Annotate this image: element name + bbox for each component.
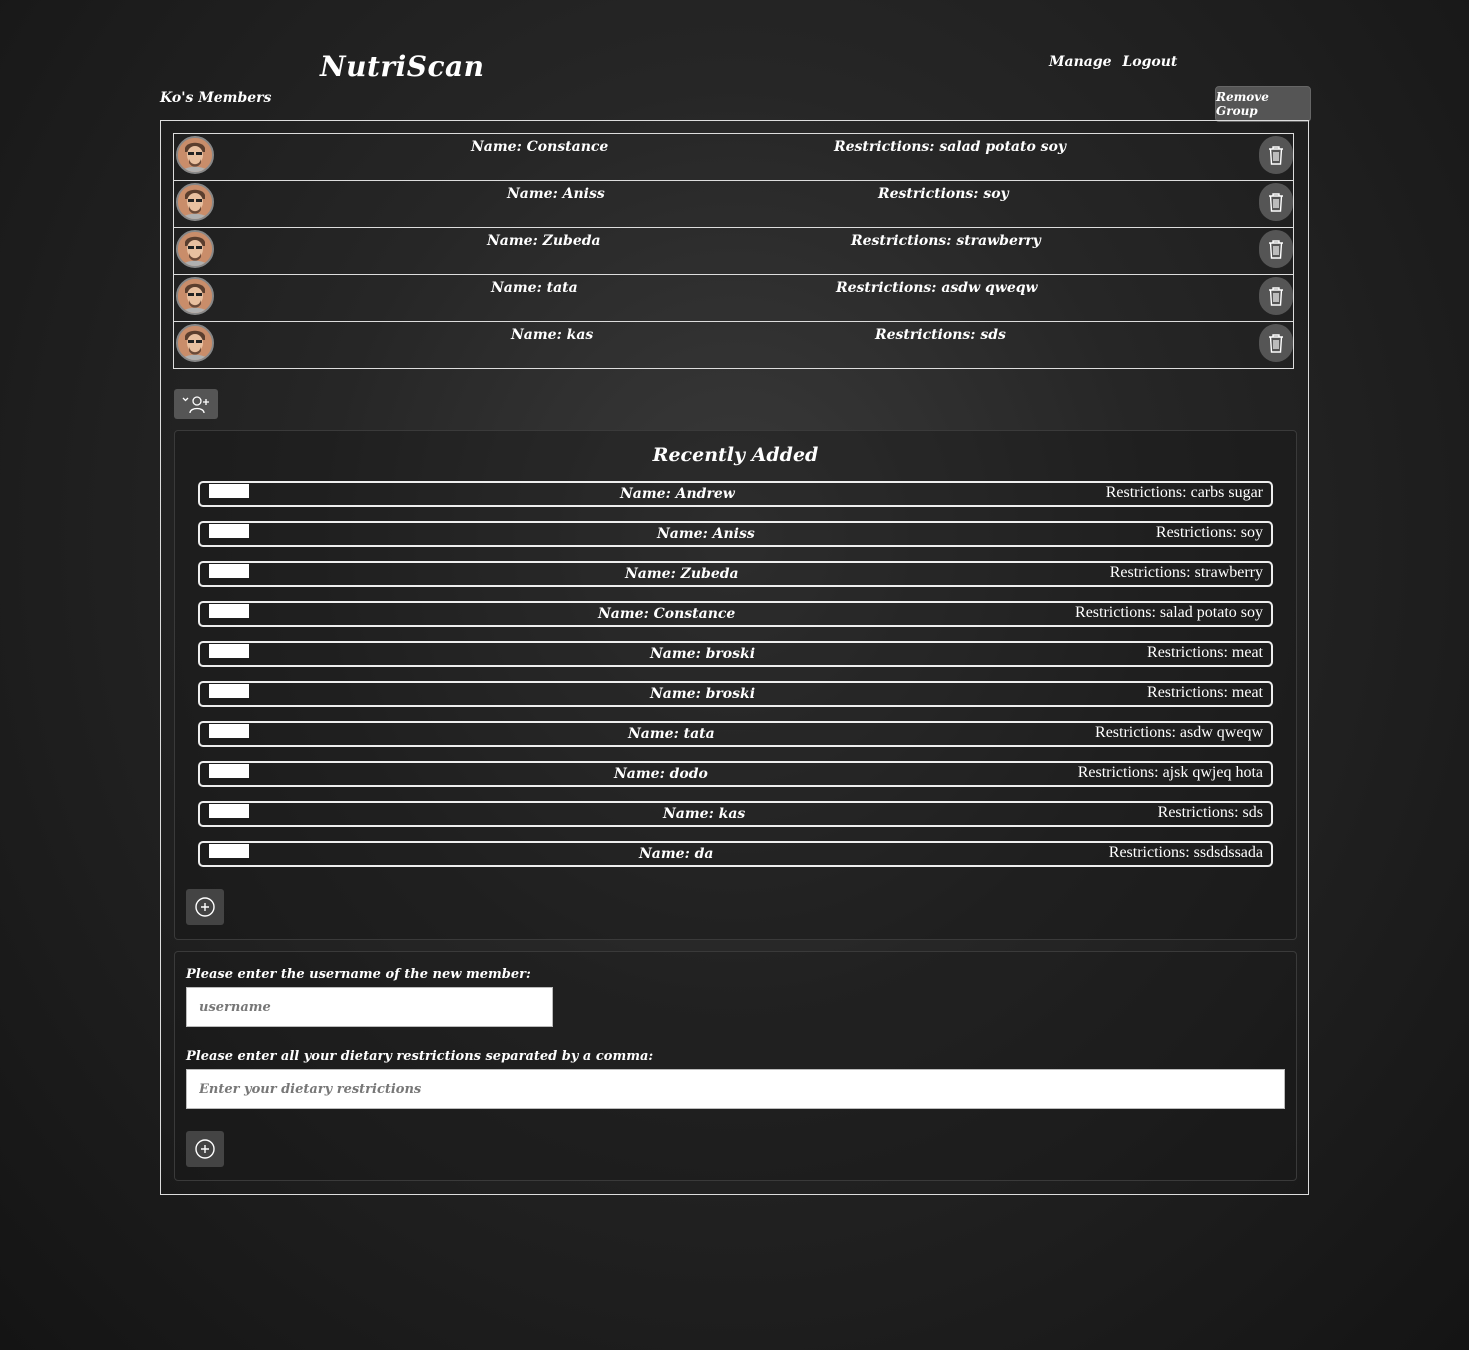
recent-member-restrictions: Restrictions: strawberry [1109,564,1263,581]
delete-member-button[interactable] [1259,136,1293,174]
new-member-form [174,951,1297,1181]
logout-link[interactable]: Logout [1122,54,1178,70]
add-selected-button[interactable] [186,889,224,925]
trash-icon [1266,191,1286,213]
recent-member-row[interactable] [198,601,1273,627]
recent-member-restrictions: Restrictions: soy [1155,524,1263,541]
recent-member-name: Name: broski [650,686,756,702]
recent-member-row[interactable] [198,521,1273,547]
recent-member-name: Name: dodo [614,766,708,782]
recently-added-panel [174,430,1297,940]
select-checkbox[interactable] [209,604,249,618]
member-name: Name: kas [511,327,594,343]
member-row [173,274,1294,321]
group-panel [160,120,1309,1195]
recent-member-row[interactable] [198,681,1273,707]
avatar [176,277,214,315]
recent-member-name: Name: da [639,846,714,862]
recently-added-list [198,481,1273,881]
member-row [173,180,1294,227]
recent-member-row[interactable] [198,641,1273,667]
member-restrictions: Restrictions: asdw qweqw [836,280,1038,296]
select-checkbox[interactable] [209,844,249,858]
username-label: Please enter the username of the new member: [186,967,531,982]
username-input[interactable] [186,987,553,1027]
member-restrictions: Restrictions: strawberry [851,233,1041,249]
delete-member-button[interactable] [1259,230,1293,268]
select-checkbox[interactable] [209,764,249,778]
recent-member-row[interactable] [198,801,1273,827]
trash-icon [1266,332,1286,354]
recent-member-name: Name: Zubeda [625,566,739,582]
delete-member-button[interactable] [1259,324,1293,362]
member-restrictions: Restrictions: soy [878,186,1009,202]
recent-member-row[interactable] [198,721,1273,747]
recent-member-name: Name: Aniss [657,526,755,542]
recent-member-name: Name: kas [663,806,746,822]
recent-member-restrictions: Restrictions: meat [1147,644,1263,661]
trash-icon [1266,238,1286,260]
add-member-toggle-button[interactable] [174,389,218,419]
recent-member-row[interactable] [198,761,1273,787]
member-row [173,227,1294,274]
select-checkbox[interactable] [209,804,249,818]
member-restrictions: Restrictions: salad potato soy [834,139,1067,155]
select-checkbox[interactable] [209,564,249,578]
recent-member-name: Name: Andrew [620,486,735,502]
member-row [173,321,1294,369]
avatar [176,324,214,362]
select-checkbox[interactable] [209,484,249,498]
select-checkbox[interactable] [209,684,249,698]
recently-added-title: Recently Added [652,444,819,466]
member-name: Name: tata [491,280,578,296]
select-checkbox[interactable] [209,724,249,738]
member-name: Name: Constance [471,139,609,155]
plus-circle-icon [194,896,216,918]
recent-member-row[interactable] [198,561,1273,587]
app-title: NutriScan [320,50,485,83]
header-nav [1049,54,1183,70]
select-checkbox[interactable] [209,524,249,538]
avatar [176,230,214,268]
restrictions-input[interactable] [186,1069,1285,1109]
trash-icon [1266,285,1286,307]
recent-member-restrictions: Restrictions: asdw qweqw [1095,724,1263,741]
submit-new-member-button[interactable] [186,1131,224,1167]
member-restrictions: Restrictions: sds [875,327,1006,343]
recent-member-restrictions: Restrictions: ajsk qwjeq hota [1077,764,1263,781]
trash-icon [1266,144,1286,166]
recent-member-row[interactable] [198,481,1273,507]
recent-member-restrictions: Restrictions: carbs sugar [1105,484,1263,501]
remove-group-button[interactable]: Remove Group [1215,86,1311,122]
group-label: Ko's Members [160,90,272,106]
recent-member-name: Name: Constance [598,606,736,622]
avatar [176,136,214,174]
recent-member-restrictions: Restrictions: salad potato soy [1075,604,1263,621]
member-name: Name: Aniss [507,186,605,202]
add-user-icon [180,393,212,415]
select-checkbox[interactable] [209,644,249,658]
member-list [173,133,1294,369]
recent-member-name: Name: tata [628,726,715,742]
member-row [173,133,1294,180]
restrictions-label: Please enter all your dietary restrictions separated by a comma: [186,1049,654,1064]
recent-member-row[interactable] [198,841,1273,867]
avatar [176,183,214,221]
recent-member-restrictions: Restrictions: sds [1157,804,1263,821]
manage-link[interactable]: Manage [1049,54,1112,70]
plus-circle-icon [194,1138,216,1160]
member-name: Name: Zubeda [487,233,601,249]
recent-member-name: Name: broski [650,646,756,662]
recent-member-restrictions: Restrictions: ssdsdssada [1108,844,1263,861]
delete-member-button[interactable] [1259,277,1293,315]
recent-member-restrictions: Restrictions: meat [1147,684,1263,701]
delete-member-button[interactable] [1259,183,1293,221]
